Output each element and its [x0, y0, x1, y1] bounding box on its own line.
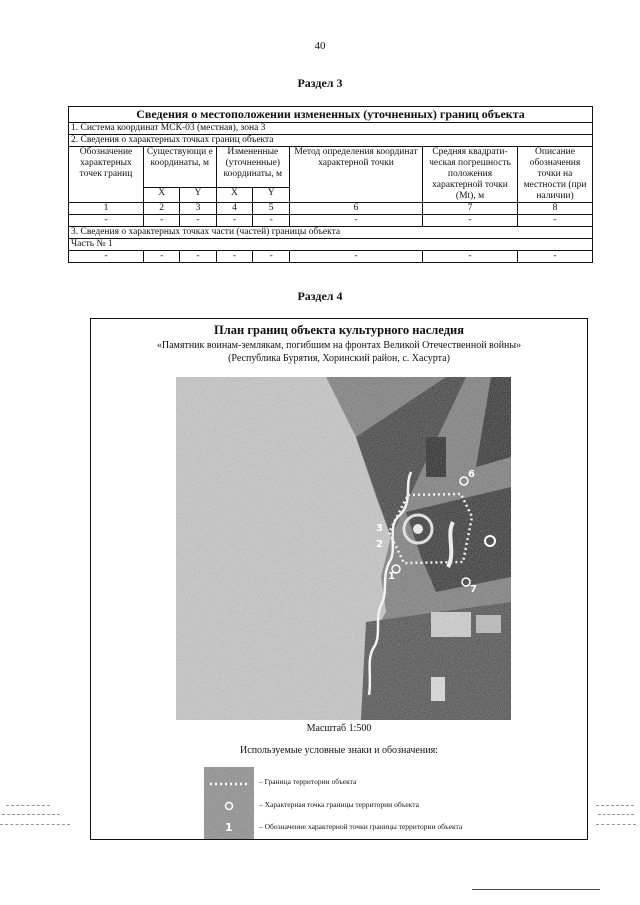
col-num: 4: [216, 203, 253, 215]
boundary-plan: [90, 318, 588, 840]
scan-artifact-line: [598, 814, 634, 815]
table-cell: -: [144, 251, 180, 263]
scan-artifact-line: [0, 824, 70, 825]
table-cell: -: [290, 251, 423, 263]
header-description: Описание обозначения точки на местности (при наличии): [518, 147, 593, 203]
part-1-row: Часть № 1: [69, 239, 593, 251]
col-num: 2: [144, 203, 180, 215]
plan-subtitle: «Памятник воинам-землякам, погибшим на фронтах Великой Отечественной войны»: [156, 340, 522, 351]
scan-artifact-line: [2, 814, 60, 815]
header-y-changed: Y: [253, 188, 290, 203]
map-point-label: 3: [376, 523, 383, 534]
header-existing-coords: Существующи е координаты, м: [144, 147, 217, 188]
table-cell: -: [253, 215, 290, 227]
points-info-row: 2. Сведения о характерных точках границ объекта: [69, 135, 593, 147]
plan-title: План границ объекта культурного наследия: [214, 323, 464, 337]
coordinate-system-row: 1. Система координат МСК-03 (местная), зона 3: [69, 123, 593, 135]
map-point-label: 7: [470, 584, 477, 595]
table-caption: Сведения о местоположении измененных (уточненных) границ объекта: [69, 107, 593, 123]
header-x-existing: X: [144, 188, 180, 203]
col-num: 3: [180, 203, 216, 215]
table-cell: -: [69, 251, 144, 263]
table-cell: -: [290, 215, 423, 227]
header-designation: Обозначение характерных точек границ: [69, 147, 144, 203]
header-accuracy: Средняя квадрати-ческая погрешность положения характерной точки (Mt), м: [423, 147, 518, 203]
point-label-sample: 1: [225, 821, 233, 834]
legend-item-boundary: – Граница территории объекта: [259, 777, 357, 786]
column-number-row: [69, 203, 593, 215]
scan-artifact-line: [6, 805, 50, 806]
legend-swatch-image: [204, 767, 254, 839]
scan-artifact-line: [596, 805, 634, 806]
col-num: 1: [69, 203, 144, 215]
map-point-label: 1: [388, 571, 395, 582]
section-3-title: Раздел 3: [297, 76, 343, 90]
aerial-map-image: [176, 377, 511, 720]
table-cell: -: [180, 215, 216, 227]
legend-item-point: – Характерная точка границы территории объекта: [259, 800, 419, 809]
scan-artifact-line: [596, 824, 636, 825]
page-number: 40: [314, 40, 326, 52]
col-num: 6: [290, 203, 423, 215]
map-point-label: 2: [376, 539, 383, 550]
table-cell: -: [253, 251, 290, 263]
legend-title: Используемые условные знаки и обозначения:: [240, 745, 438, 756]
table-cell: -: [423, 251, 518, 263]
col-num: 7: [423, 203, 518, 215]
coordinates-table: [68, 106, 593, 263]
table-row: [69, 215, 593, 227]
col-num: 5: [253, 203, 290, 215]
table-cell: -: [423, 215, 518, 227]
table-row: [69, 251, 593, 263]
legend-item-point-label: – Обозначение характерной точки границы территории объекта: [259, 822, 463, 831]
table-cell: -: [216, 251, 253, 263]
table-cell: -: [518, 251, 593, 263]
table-cell: -: [144, 215, 180, 227]
header-x-changed: X: [216, 188, 253, 203]
map-point-label: 6: [468, 469, 475, 480]
plan-location: (Республика Бурятия, Хоринский район, с. Хасурта): [228, 353, 450, 364]
section-4-title: Раздел 4: [297, 289, 343, 303]
header-y-existing: Y: [180, 188, 216, 203]
table-cell: -: [69, 215, 144, 227]
table-cell: -: [216, 215, 253, 227]
table-cell: -: [518, 215, 593, 227]
col-num: 8: [518, 203, 593, 215]
map-scale: Масштаб 1:500: [306, 723, 372, 734]
header-changed-coords: Измененные (уточненные) координаты, м: [216, 147, 289, 188]
footer-rule: [472, 889, 600, 890]
part-points-row: 3. Сведения о характерных точках части (частей) границы объекта: [69, 227, 593, 239]
table-cell: -: [180, 251, 216, 263]
header-method: Метод определения координат характерной точки: [290, 147, 423, 203]
